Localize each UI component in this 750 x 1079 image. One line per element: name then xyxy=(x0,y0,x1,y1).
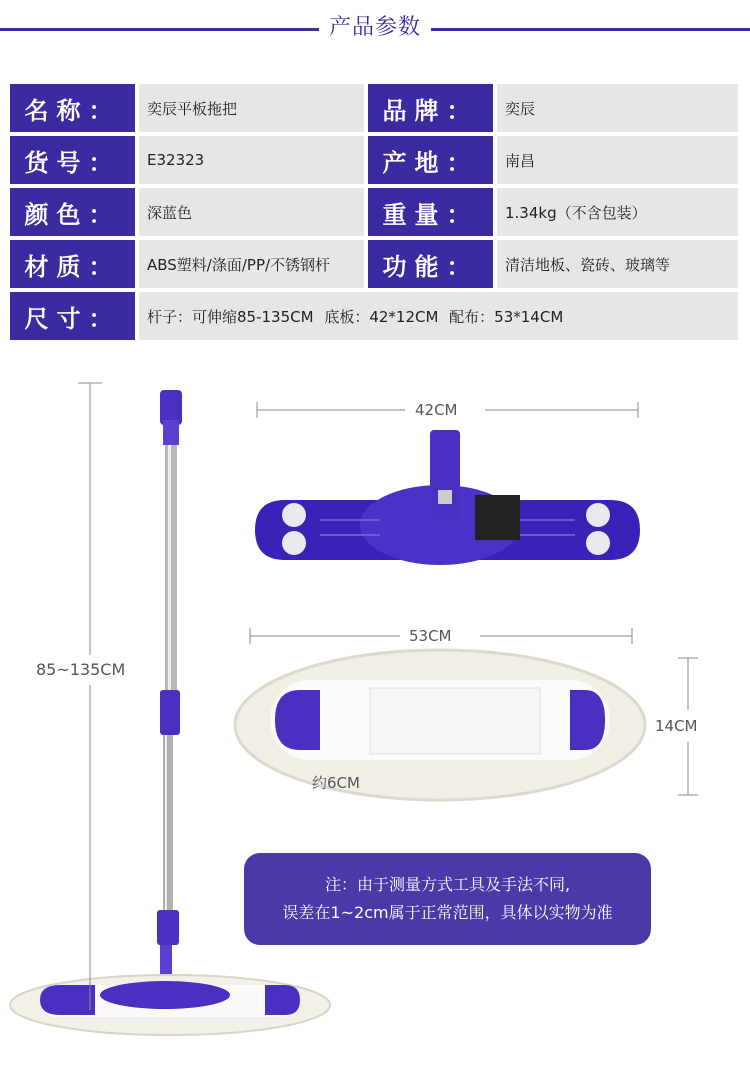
param-label: 货号： xyxy=(10,136,135,184)
param-value: ABS塑料/涤面/PP/不锈钢杆 xyxy=(139,240,364,288)
param-label: 名称： xyxy=(10,84,135,132)
cloth-height-label: 14CM xyxy=(655,717,698,735)
param-label: 尺寸： xyxy=(10,292,135,340)
cloth-width-label: 53CM xyxy=(409,627,452,645)
param-value: 南昌 xyxy=(497,136,738,184)
measurement-note xyxy=(244,853,651,945)
base-plate-image xyxy=(255,430,640,565)
param-value: 奕辰 xyxy=(497,84,738,132)
note-line: 注：由于测量方式工具及手法不同, xyxy=(324,875,571,894)
param-label: 品牌： xyxy=(368,84,493,132)
param-value: 清洁地板、瓷砖、玻璃等 xyxy=(497,240,738,288)
param-label: 产地： xyxy=(368,136,493,184)
mop-cloth-image xyxy=(235,650,645,800)
section-title: 产品参数 xyxy=(0,10,750,41)
param-label: 功能： xyxy=(368,240,493,288)
param-value: E32323 xyxy=(139,136,364,184)
param-value: 1.34kg（不含包装） xyxy=(497,188,738,236)
pole-length-label: 85~135CM xyxy=(36,660,126,679)
param-value: 深蓝色 xyxy=(139,188,364,236)
base-width-label: 42CM xyxy=(415,401,458,419)
param-label: 重量： xyxy=(368,188,493,236)
param-label: 颜色： xyxy=(10,188,135,236)
note-line: 误差在1~2cm属于正常范围，具体以实物为准 xyxy=(282,903,613,922)
param-value: 奕辰平板拖把 xyxy=(139,84,364,132)
param-value: 杆子：可伸缩85-135CM 底板：42*12CM 配布：53*14CM xyxy=(139,292,738,340)
fringe-length-label: 约6CM xyxy=(312,774,360,792)
param-label: 材质： xyxy=(10,240,135,288)
